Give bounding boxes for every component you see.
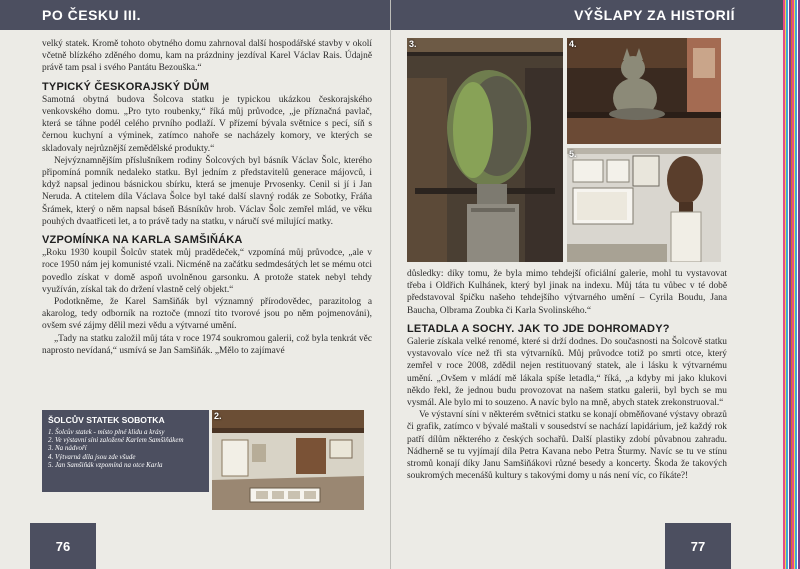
right-page <box>391 0 783 569</box>
photo-head-bust <box>567 148 721 262</box>
page-number-right: 77 <box>665 523 731 569</box>
left-text-column <box>42 38 372 357</box>
section-heading-planes-sculptures: LETADLA A SOCHY. JAK TO JDE DOHROMADY? <box>407 322 670 335</box>
photo-cat-statue <box>567 38 721 144</box>
caption-item: 2. Ve výstavní síni založené Karlem Samšiňákem <box>48 436 184 445</box>
cat-statue-image <box>567 38 721 144</box>
page-number-left: 76 <box>30 523 96 569</box>
caption-item: 3. Na nádvoří <box>48 444 87 453</box>
paragraph: Ve výstavní síni v některém světnici statku se konají obměňované výstavy obrazů či grafik, zatímco v bývalé maštali v sousedství se nachází lapidárium, jež každý rok patří dílům některého z českých sochařů. Další plastiky zdobí půvabnou zahradu. Nádherně se tu vyjímají díla Petra Kavana nebo Petra Šturmy. Navíc se tu ve stínu stromů konají díky Janu Samšiňákovi různé besedy a koncerty. Škoda že takových soukromých mecenášů kultury s takovými domy u nás není víc, co říkáte?! <box>407 410 727 482</box>
intro-paragraph: velký statek. Kromě tohoto obytného domu zahrnoval další hospodářské stavby v okolí včetně blízkého zděného domu, kam na prázdniny jezdíval Karel Václav Rais. Údajně právě tam psal i svého Pantátu Bezouška.“ <box>42 39 372 74</box>
left-header-title: PO ČESKU III. <box>42 7 142 23</box>
caption-box <box>42 410 209 492</box>
left-header-bar <box>0 0 390 30</box>
left-page <box>0 0 391 569</box>
caption-list <box>48 428 203 469</box>
exhibition-hall-image <box>212 410 364 510</box>
book-page-edges <box>783 0 800 569</box>
section-heading-typical-house: TYPICKÝ ČESKORAJSKÝ DŮM <box>42 80 210 93</box>
photo-courtyard-sculpture <box>407 38 563 262</box>
photo-number: 4. <box>569 39 577 49</box>
paragraph: Podotkněme, že Karel Samšiňák byl významný přírodovědec, parazitolog a akarolog, tedy odborník na roztoče (mnozí tito tvorové jsou po něm pojmenováni), ovšem své zájmy dělil mezi vědu a výtvarné umění. <box>42 297 372 332</box>
right-text-column <box>407 268 727 482</box>
photo-exhibition-hall <box>212 410 364 510</box>
photo-number: 3. <box>409 39 417 49</box>
photo-number: 5. <box>569 149 577 159</box>
paragraph: Samotná obytná budova Šolcova statku je typickou ukázkou českorajského venkovského domu. „Pro tyto roubenky,“ říká můj průvodce, „je příznačná pavlač, která se táhne podél celého prvního podlaží. V přízemí bývala světnice s pecí, síň s černou kuchyní a výminek, zatímco nahoře se nacházely komory, ve kterých se skladovaly nejrůznější zemědělské produkty.“ <box>42 94 372 154</box>
courtyard-sculpture-image <box>407 38 563 262</box>
caption-box-title: ŠOLCŮV STATEK SOBOTKA <box>48 415 165 425</box>
photo-number: 2. <box>214 411 222 421</box>
paragraph: důsledky: díky tomu, že byla mimo tehdejší oficiální galerie, mohl tu vystavovat třeba i Oldřich Kulhánek, který byl jinak na indexu. Můj táta tu vůbec v té době představoval špičku našeho tehdejšího výtvarného umění – Cyrila Boudu, Jana Baucha, Olbrama Zoubka či Karla Svolinského.“ <box>407 269 727 316</box>
right-header-bar <box>391 0 783 30</box>
section-heading-memory: VZPOMÍNKA NA KARLA SAMŠIŇÁKA <box>42 234 243 247</box>
caption-item: 4. Výtvarná díla jsou zde všude <box>48 452 136 461</box>
paragraph: Nejvýznamnějším příslušníkem rodiny Šolcových byl básník Václav Šolc, kterého připomíná pomník nedaleko statku. Byl jedním z představitelů generace májovců, i když napsal jedinou básnickou sbírku, která se jmenuje Prvosenky. Cenil si jí i Jan Neruda. A ctitelem díla Václava Šolce byl také další slavný rodák ze Sobotky, Fráňa Šrámek, který o něm napsal báseň Básníkův hrob. Václav Šolc zemřel mlád, ve věku pouhých dvaatřiceti let, a to právě tady na statku, v náručí své milující matky. <box>42 155 372 227</box>
paragraph: „Roku 1930 koupil Šolcův statek můj pradědeček,“ vzpomíná můj průvodce, „ale v roce 1950 nám jej komunisté vzali. Nicméně na začátku sedmdesátých let se mému otci povedlo získat v domě aspoň uvolněnou garsonku. A protože statek nebyl tehdy využíván, získal tak do držení vlastně celý objekt.“ <box>42 248 372 295</box>
right-header-title: VÝŠLAPY ZA HISTORIÍ <box>574 7 735 23</box>
head-bust-image <box>567 148 721 262</box>
caption-item: 1. Šolcův statek - místo plné klidu a krásy <box>48 428 165 436</box>
paragraph: Galerie získala velké renomé, které si drží dodnes. Do současnosti na Šolcově statku vystavovalo více než tři sta výtvarníků. Můj průvodce totiž po smrti otce, který zemřel v roce 2008, zdědil nejen restituovaný statek, ale i lásku k výtvarnému umění. „Ovšem v mládí mě lákala spíše letadla,“ říká, „a kdyby mi jako klukovi někdo řekl, že jednou budu provozovat na našem statku galerii, byl bych se mu vysmál. Ale bylo mi to souzeno. A navíc bylo na mně, abych statek zrekonstruoval.“ <box>407 337 727 409</box>
paragraph: „Tady na statku založil můj táta v roce 1974 soukromou galerii, což byla tenkrát věc naprosto nevídaná,“ usmívá se Jan Samšiňák. „Mělo to zajímavé <box>42 333 372 356</box>
caption-item: 5. Jan Samšiňák vzpomíná na otce Karla <box>48 460 163 469</box>
